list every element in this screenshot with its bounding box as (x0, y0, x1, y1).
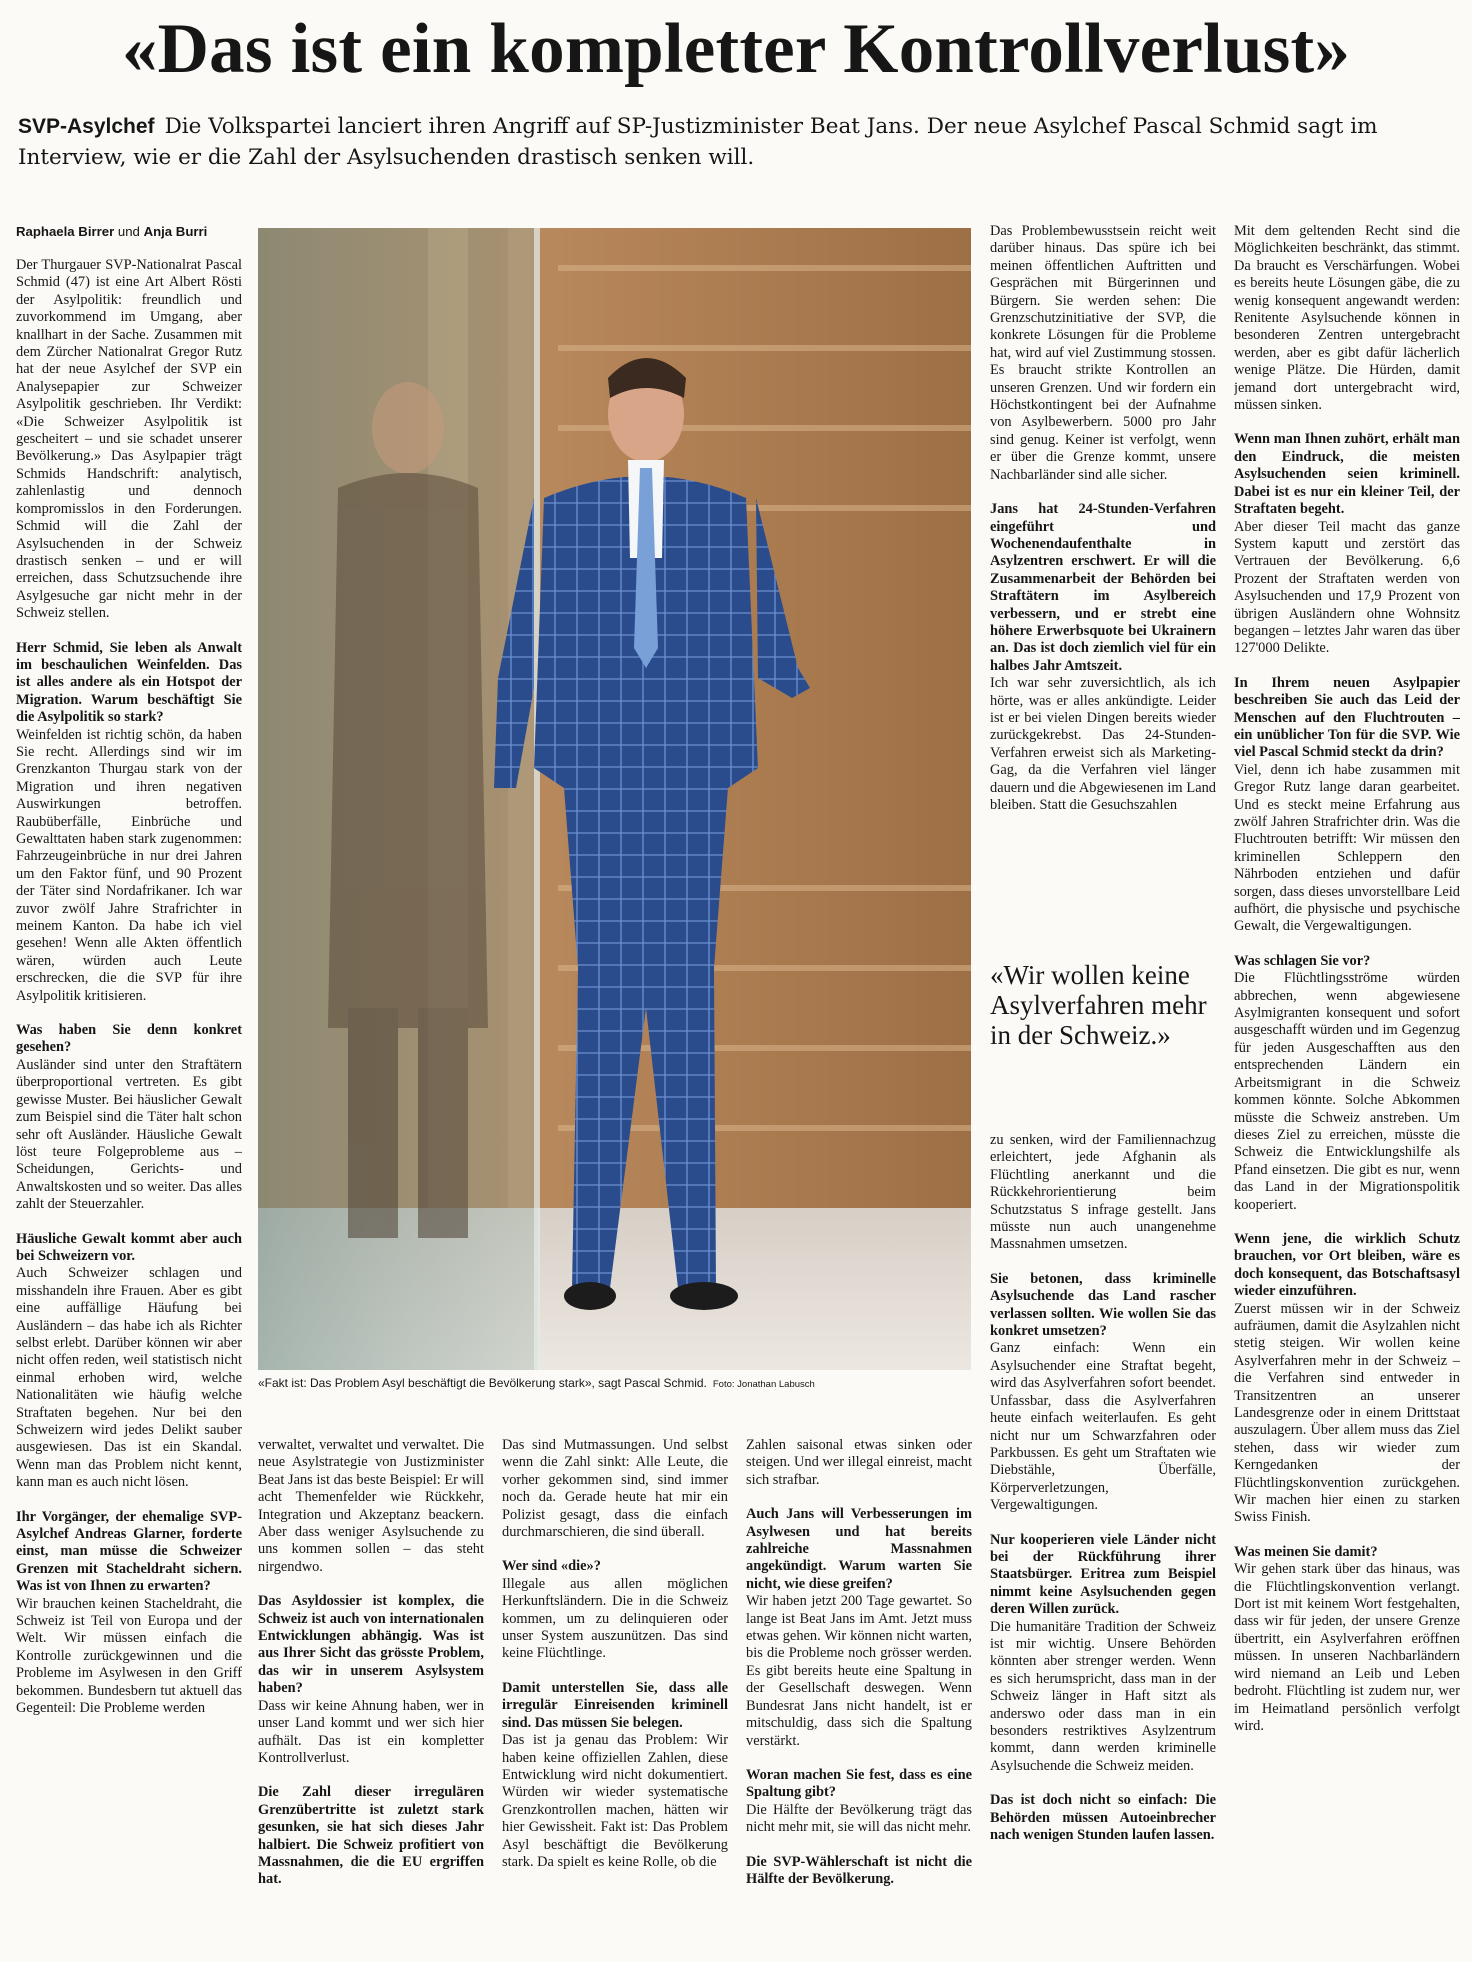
interview-answer: Die humanitäre Tradition der Schweiz ist mir wichtig. Unsere Behörden könnten aber strenger werden. Wenn es sich herumspricht, dass man in der Schweiz länger in Haft sitzt als anderswo oder dass man in ein besonders restriktives Asylzentrum kommt, dann werden kriminelle Asylsuchende die Schweiz meiden. (990, 1618, 1216, 1774)
interview-question: Häusliche Gewalt kommt aber auch bei Schweizern vor. (16, 1230, 242, 1264)
interview-question: Woran machen Sie fest, dass es eine Spaltung gibt? (746, 1766, 972, 1801)
interview-answer: Das Problembewusstsein reicht weit darüber hinaus. Das spüre ich bei meinen öffentlichen Auftritten und Gesprächen mit Bürgerinnen und Bürgern. Sie werden sehen: Die Grenzschutzinitiative der SVP, die konkrete Lösungen für die Probleme hat, wird auf viel Zustimmung stossen. Es braucht strikte Kontrollen an unseren Grenzen. Und wir fordern ein Höchstkontingent bei der Aufnahme von Asylbewerbern. 5000 pro Jahr sind genug. Keiner ist verfolgt, wenn er über die Grenze kommt, unsere Nachbarländer sind alle sicher. (990, 223, 1216, 483)
caption-text: «Fakt ist: Das Problem Asyl beschäftigt die Bevölkerung stark», sagt Pascal Schmid. (258, 1376, 707, 1390)
interview-question: Die Zahl dieser irregulären Grenzübertritte ist zuletzt stark gesunken, sie hat sich dieses Jahr halbiert. Die Schweiz profitiert von Massnahmen, die die EU ergriffen hat. (258, 1784, 484, 1888)
column-3 (502, 1437, 728, 1952)
interview-answer: Das ist ja genau das Problem: Wir haben keine offiziellen Zahlen, diese Entwicklung wird nicht dokumentiert. Würden wir wieder systematische Grenzkontrollen machen, hätten wir hier Gewissheit. Fakt ist: Das Problem Asyl beschäftigt die Bevölkerung stark. Da spielt es keine Rolle, ob die (502, 1732, 728, 1870)
headline: «Das ist ein kompletter Kontrollverlust» (121, 10, 1351, 88)
interview-answer: Viel, denn ich habe zusammen mit Gregor Rutz lange daran gearbeitet. Und es steckt meine Erfahrung aus zwölf Jahren Strafrichter drin. Was die Fluchtrouten betrifft: Wir müssen den kriminellen Schleppern den Nährboden entziehen und dafür sorgen, dass dieses unvorstellbare Leid aufhört, die physische und psychische Gewalt, die Vergewaltigungen. (1234, 761, 1460, 935)
photo-credit: Foto: Jonathan Labusch (712, 1379, 815, 1390)
interview-answer: zu senken, wird der Familiennachzug erleichtert, jede Afghanin als Flüchtling anerkannt und die Rückkehrorientierung beim Schutzstatus S infrage gestellt. Jans müsste nun auch unangenehme Massnahmen umsetzen. (990, 1132, 1216, 1253)
interview-answer: Mit dem geltenden Recht sind die Möglichkeiten beschränkt, das stimmt. Da braucht es Verschärfungen. Wobei es bereits heute Lösungen gäbe, die zu wenig konsequent angewandt werden: Renitente Asylsuchende können in besonderen Zentren untergebracht werden, aber es gibt dafür lächerlich wenige Plätze. Die Hürden, damit jemand dort untergebracht wird, müssen sinken. (1234, 223, 1460, 414)
lead-text: Die Volkspartei lanciert ihren Angriff auf SP-Justizminister Beat Jans. Der neue Asylchef Pascal Schmid sagt im Interview, wie er die Zahl der Asylsuchenden drastisch senken will. (18, 114, 1378, 170)
column-6 (1234, 223, 1460, 1952)
interview-answer: Weinfelden ist richtig schön, da haben Sie recht. Allerdings sind wir im Grenzkanton Thurgau stark von der Migration und ihren negativen Auswirkungen betroffen. Raubüberfälle, Einbrüche und Gewalttaten haben stark zugenommen: Fahrzeugeinbrüche in nur drei Jahren um den Faktor fünf, und 90 Prozent der Täter sind Nordafrikaner. Ich war zuvor zwölf Jahre Strafrichter in meinem Kanton. Da habe ich viel gesehen! Wenn alle Akten öffentlich wären, würden auch Leute erschrecken, die die SVP für ihre Asylpolitik kritisieren. (16, 726, 242, 1004)
interview-question: In Ihrem neuen Asylpapier beschreiben Sie auch das Leid der Menschen auf den Fluchtrouten – ein unüblicher Ton für die SVP. Wie viel Pascal Schmid steckt da drin? (1234, 674, 1460, 761)
interview-answer: Auch Schweizer schlagen und misshandeln ihre Frauen. Aber es gibt eine auffällige Häufung bei Ausländern – das habe ich als Richter selbst erlebt. Darüber können wir aber nicht offen reden, weil statistisch nicht einmal erhoben wird, welche Nationalitäten wie häufig welche Straftaten begehen. Nur bei den Schweizern wird jedes Delikt sauber ausgewiesen. Das ist ein Skandal. Wenn man das Problem nicht kennt, kann man es auch nicht lösen. (16, 1265, 242, 1491)
column-5-top (990, 223, 1216, 937)
interview-answer: Wir brauchen keinen Stacheldraht, die Schweiz ist Teil von Europa und der Welt. Wir müssen einfach die Kontrolle zurückgewinnen und die Probleme im Asylwesen in den Griff bekommen. Bundesbern tut aktuell das Gegenteil: Die Probleme werden (16, 1595, 242, 1717)
interview-answer: Der Thurgauer SVP-Nationalrat Pascal Schmid (47) ist eine Art Albert Rösti der Asylpolitik: freundlich und zuvorkommend im Umgang, aber knallhart in der Sache. Zusammen mit dem Zürcher Nationalrat Gregor Rutz hat der neue Asylchef der SVP ein Analysepapier zur Schweizer Asylpolitik geschrieben. Ihr Verdikt: «Die Schweizer Asylpolitik ist gescheitert – und sie schadet unserer Bevölkerung.» Das Asylpapier trägt Schmids Handschrift: analytisch, zahlenlastig und dennoch kompromisslos in den Forderungen. Schmid will die Zahl der Asylsuchenden in der Schweiz drastisch senken – und er will erreichen, dass Schutzsuchende ihre Asylgesuche gar nicht mehr in der Schweiz stellen. (16, 257, 242, 622)
interview-question: Auch Jans will Verbesserungen im Asylwesen und hat bereits zahlreiche Massnahmen angekündigt. Warum warten Sie nicht, wie diese greifen? (746, 1506, 972, 1592)
interview-question: Das Asyldossier ist komplex, die Schweiz ist auch von internationalen Entwicklungen abhängig. Was ist aus Ihrer Sicht das grösste Problem, das wir in unserem Asylsystem haben? (258, 1593, 484, 1697)
interview-answer: Das sind Mutmassungen. Und selbst wenn die Zahl sinkt: Alle Leute, die vorher gekommen sind, sind immer noch da. Gerade heute hat mir ein Polizist gesagt, dass die einfach durchmarschieren, die sind überall. (502, 1437, 728, 1541)
interview-question: Ihr Vorgänger, der ehemalige SVP-Asylchef Andreas Glarner, forderte einst, man müsse die Schweizer Grenzen mit Stacheldraht sichern. Was ist von Ihnen zu erwarten? (16, 1508, 242, 1595)
interview-question: Wenn man Ihnen zuhört, erhält man den Eindruck, die meisten Asylsuchenden seien kriminell. Dabei ist es nur ein kleiner Teil, der Straftaten begeht. (1234, 431, 1460, 518)
interview-question: Was meinen Sie damit? (1234, 1543, 1378, 1560)
interview-answer: Zahlen saisonal etwas sinken oder steigen. Und wer illegal einreist, macht sich strafbar. (746, 1437, 972, 1488)
interview-question: Sie betonen, dass kriminelle Asylsuchende das Land rascher verlassen sollten. Wie wollen Sie das konkret umsetzen? (990, 1270, 1216, 1340)
interview-answer: Ausländer sind unter den Straftätern überproportional vertreten. Es gibt gewisse Muster. Bei häuslicher Gewalt zum Beispiel sind die Täter halt schon sehr oft Ausländer. Häusliche Gewalt löst teure Folgeprobleme aus – Scheidungen, Gerichts- und Anwaltskosten und so weiter. Das alles zahlt der Steuerzahler. (16, 1056, 242, 1213)
interview-answer: Zuerst müssen wir in der Schweiz aufräumen, damit die Asylzahlen nicht stetig steigen. Wir wollen keine Asylverfahren mehr in der Schweiz – die Verfahren sind entweder in Transitzentren an unserer Landesgrenze oder in einem Drittstaat auszulagern. Über allem muss das Ziel stehen, dass wir wieder zum Kerngedanken der Flüchtlingskonvention zurückgehen. Wir machen hier einen zu starken Swiss Finish. (1234, 1300, 1460, 1526)
interview-answer: verwaltet, verwaltet und verwaltet. Die neue Asylstrategie von Justizminister Beat Jans ist das beste Beispiel: Er will acht Themenfelder wie Rückkehr, Integration und Akzeptanz beackern. Aber dass weniger Asylsuchende zu uns kommen sollen – das steht nirgendwo. (258, 1437, 484, 1575)
pull-quote: «Wir wollen keine Asylverfahren mehr in der Schweiz.» (990, 960, 1207, 1050)
interview-answer: Ich war sehr zuversichtlich, als ich hörte, was er alles ankündigte. Leider ist er bei vielen Dingen bereits wieder zurückgekrebst. Das 24-Stunden-Verfahren erweist sich als Marketing-Gag, da die Verfahren viel länger dauern und die Abgewiesenen im Land bleiben. Statt die Gesuchszahlen (990, 675, 1216, 813)
column-2 (258, 1437, 484, 1952)
lead-kicker: SVP-Asylchef (18, 115, 155, 138)
byline (16, 224, 207, 239)
interview-question: Nur kooperieren viele Länder nicht bei der Rückführung ihrer Staatsbürger. Eritrea zum Beispiel nimmt keine Asylsuchenden gegen deren Willen zurück. (990, 1531, 1216, 1618)
column-5-bottom (990, 1132, 1216, 1952)
photo-caption (258, 1376, 971, 1390)
interview-question: Jans hat 24-Stunden-Verfahren eingeführt und Wochenendaufenthalte in Asylzentren erschwert. Er will die Zusammenarbeit der Behörden bei Straftätern im Asylbereich verbessern, und er strebt eine höhere Erwerbsquote bei Ukrainern an. Das ist doch ziemlich viel für ein halbes Jahr Amtszeit. (990, 501, 1216, 674)
author-1: Raphaela Birrer (16, 224, 115, 239)
interview-question: Damit unterstellen Sie, dass alle irregulär Einreisenden kriminell sind. Das müssen Sie belegen. (502, 1679, 728, 1731)
interview-answer: Wir gehen stark über das hinaus, was die Flüchtlingskonvention verlangt. Dort ist mit keinem Wort festgehalten, dass wir für jeden, der unsere Grenze übertritt, ein Asylverfahren eröffnen müssen. In unseren Nachbarländern wird niemand an Leib und Leben bedroht. Flüchtling ist zudem nur, wer im Heimatland persönlich verfolgt wird. (1234, 1561, 1460, 1734)
interview-question: Was haben Sie denn konkret gesehen? (16, 1022, 242, 1056)
portrait-photo (258, 228, 971, 1370)
interview-answer: Aber dieser Teil macht das ganze System kaputt und zerstört das Vertrauen der Bevölkerung. 6,6 Prozent der Straftaten werden von Asylsuchenden und 17,9 Prozent von übrigen Ausländern ohne Wohnsitz begangen – letztes Jahr waren das über 127'000 Delikte. (1234, 518, 1460, 657)
lead-paragraph (18, 111, 1458, 173)
byline-and: und (114, 224, 144, 239)
interview-answer: Die Hälfte der Bevölkerung trägt das nicht mehr mit, sie will das nicht mehr. (746, 1801, 972, 1836)
interview-answer: Dass wir keine Ahnung haben, wer in unser Land kommt und wer sich hier aufhält. Das ist ein kompletter Kontrollverlust. (258, 1697, 484, 1766)
interview-question: Das ist doch nicht so einfach: Die Behörden müssen Autoeinbrecher nach wenigen Stunden laufen lassen. (990, 1792, 1216, 1844)
interview-answer: Ganz einfach: Wenn ein Asylsuchender eine Straftat begeht, wird das Asylverfahren sofort beendet. Unfassbar, dass die Asylverfahren heute einfach weiterlaufen. Es geht nicht nur um Schwarzfahren oder Parkbussen. Es geht um Straftaten wie Diebstähle, Überfälle, Körperverletzungen, Vergewaltigungen. (990, 1340, 1216, 1514)
interview-question: Wenn jene, die wirklich Schutz brauchen, vor Ort bleiben, wäre es doch konsequent, das Botschaftsasyl wieder einzuführen. (1234, 1230, 1460, 1300)
column-1 (16, 257, 242, 1952)
interview-question: Herr Schmid, Sie leben als Anwalt im beschaulichen Weinfelden. Das ist alles andere als ein Hotspot der Migration. Warum beschäftigt Sie die Asylpolitik so stark? (16, 639, 242, 726)
interview-question: Was schlagen Sie vor? (1234, 952, 1371, 969)
interview-answer: Die Flüchtlingsströme würden abbrechen, wenn abgewiesene Asylmigranten konsequent und sofort ausgeschafft würden und im Gegenzug für jeden Ausgeschafften aus den entsprechenden Ländern ein Arbeitsmigrant in die Schweiz kommen könnte. Solche Abkommen müsste die Schweiz anstreben. Um dieses Ziel zu erreichen, müsste die Schweiz die Entwicklungshilfe als Pfand einsetzen. Die gibt es nur, wenn das Land in der Migrationspolitik kooperiert. (1234, 970, 1460, 1213)
interview-answer: Wir haben jetzt 200 Tage gewartet. So lange ist Beat Jans im Amt. Jetzt muss etwas gehen. Wir können nicht warten, bis die Probleme noch grösser werden. Es gibt bereits heute eine Spaltung in der Gesellschaft deswegen. Wenn Bundesrat Jans nicht handelt, ist er mitschuldig, dass sich die Spaltung verstärkt. (746, 1593, 972, 1749)
interview-question: Die SVP-Wählerschaft ist nicht die Hälfte der Bevölkerung. (746, 1853, 972, 1887)
interview-answer: Illegale aus allen möglichen Herkunftsländern. Die in die Schweiz kommen, um zu delinquieren oder unser System auszunützen. Das sind keine Flüchtlinge. (502, 1575, 728, 1662)
author-2: Anja Burri (143, 224, 208, 239)
interview-question: Wer sind «die»? (502, 1558, 601, 1575)
column-4 (746, 1437, 972, 1952)
